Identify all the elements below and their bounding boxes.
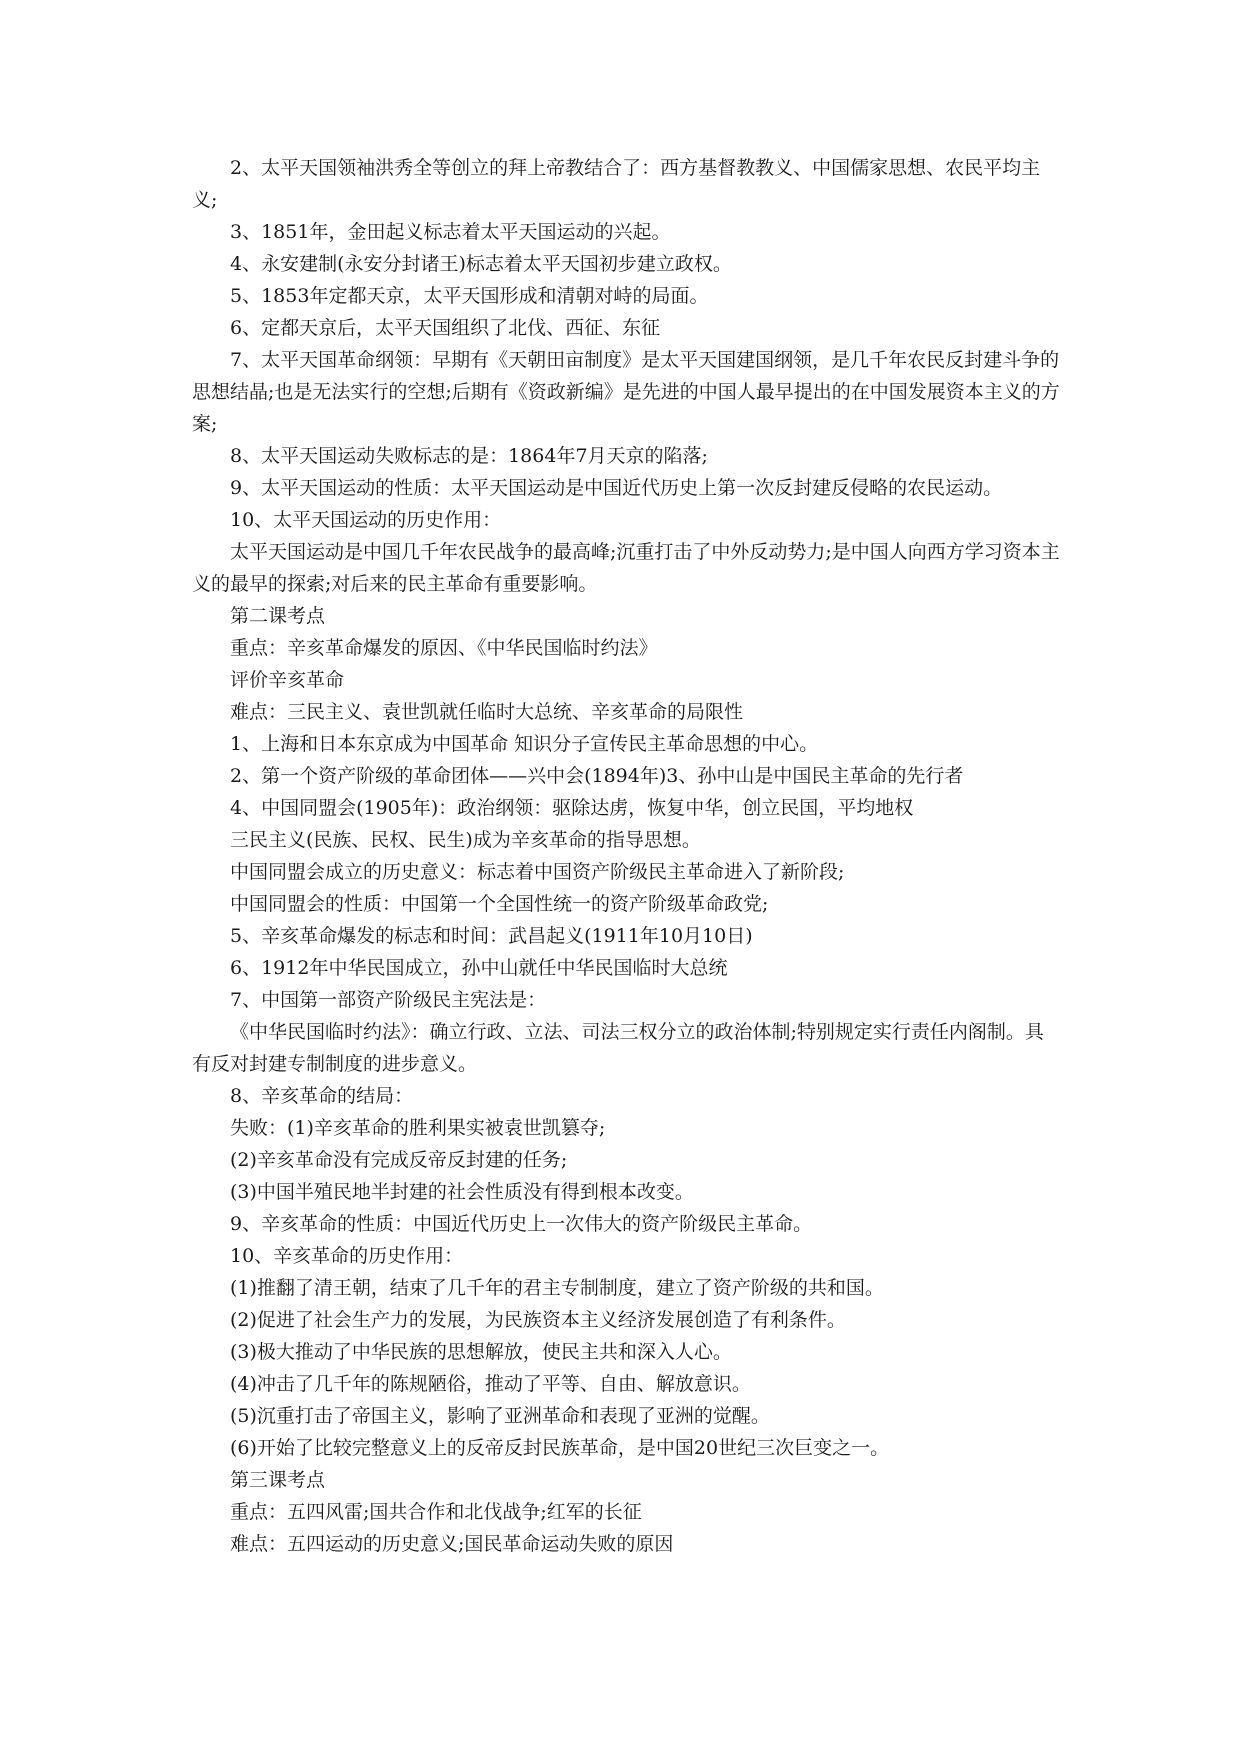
paragraph-28: (3)中国半殖民地半封建的社会性质没有得到根本改变。 <box>230 1181 694 1203</box>
paragraph-32: (2)促进了社会生产力的发展，为民族资本主义经济发展创造了有利条件。 <box>230 1309 846 1331</box>
paragraph-23: 7、中国第一部资产阶级民主宪法是： <box>230 989 547 1011</box>
paragraph-31: (1)推翻了清王朝，结束了几千年的君主专制制度，建立了资产阶级的共和国。 <box>230 1277 884 1299</box>
paragraph-13: 评价辛亥革命 <box>230 669 345 691</box>
paragraph-34: (4)冲击了几千年的陈规陋俗，推动了平等、自由、解放意识。 <box>230 1373 751 1395</box>
paragraph-25: 8、辛亥革命的结局： <box>230 1085 414 1107</box>
paragraph-1: 2、太平天国领袖洪秀全等创立的拜上帝教结合了：西方基督教教义、中国儒家思想、农民平均主义; <box>192 157 1041 211</box>
paragraph-9: 10、太平天国运动的历史作用： <box>230 509 502 531</box>
paragraph-8: 9、太平天国运动的性质：太平天国运动是中国近代历史上第一次反封建反侵略的农民运动。 <box>230 477 1003 499</box>
paragraph-3: 4、永安建制(永安分封诸王)标志着太平天国初步建立政权。 <box>230 253 732 275</box>
paragraph-18: 三民主义(民族、民权、民生)成为辛亥革命的指导思想。 <box>230 829 701 851</box>
paragraph-7: 8、太平天国运动失败标志的是：1864年7月天京的陷落; <box>230 445 708 467</box>
paragraph-2: 3、1851年，金田起义标志着太平天国运动的兴起。 <box>230 221 671 243</box>
paragraph-33: (3)极大推动了中华民族的思想解放，使民主共和深入人心。 <box>230 1341 732 1363</box>
paragraph-38: 重点：五四风雷;国共合作和北伐战争;红军的长征 <box>230 1501 642 1523</box>
paragraph-19: 中国同盟会成立的历史意义：标志着中国资产阶级民主革命进入了新阶段; <box>230 861 845 883</box>
paragraph-26: 失败：(1)辛亥革命的胜利果实被袁世凯篡夺; <box>230 1117 606 1139</box>
paragraph-12: 重点：辛亥革命爆发的原因、《中华民国临时约法》 <box>230 637 658 659</box>
paragraph-24: 《中华民国临时约法》：确立行政、立法、司法三权分立的政治体制;特别规定实行责任内阁制。具有反对封建专制制度的进步意义。 <box>192 1021 1044 1075</box>
paragraph-29: 9、辛亥革命的性质：中国近代历史上一次伟大的资产阶级民主革命。 <box>230 1213 813 1235</box>
paragraph-22: 6、1912年中华民国成立，孙中山就任中华民国临时大总统 <box>230 957 728 979</box>
paragraph-14: 难点：三民主义、袁世凯就任临时大总统、辛亥革命的局限性 <box>230 701 744 723</box>
document-body <box>192 152 1062 1560</box>
paragraph-20: 中国同盟会的性质：中国第一个全国性统一的资产阶级革命政党; <box>230 893 769 915</box>
paragraph-30: 10、辛亥革命的历史作用： <box>230 1245 464 1267</box>
paragraph-16: 2、第一个资产阶级的革命团体——兴中会(1894年)3、孙中山是中国民主革命的先行者 <box>230 765 964 787</box>
paragraph-35: (5)沉重打击了帝国主义，影响了亚洲革命和表现了亚洲的觉醒。 <box>230 1405 770 1427</box>
paragraph-15: 1、上海和日本东京成为中国革命 知识分子宣传民主革命思想的中心。 <box>230 733 819 755</box>
section-heading-lesson-3: 第三课考点 <box>230 1469 326 1491</box>
paragraph-39: 难点：五四运动的历史意义;国民革命运动失败的原因 <box>230 1533 674 1555</box>
section-heading-lesson-2: 第二课考点 <box>230 605 326 627</box>
paragraph-5: 6、定都天京后，太平天国组织了北伐、西征、东征 <box>230 317 661 339</box>
paragraph-21: 5、辛亥革命爆发的标志和时间：武昌起义(1911年10月10日) <box>230 925 753 947</box>
paragraph-10: 太平天国运动是中国几千年农民战争的最高峰;沉重打击了中外反动势力;是中国人向西方学习资本主义的最早的探索;对后来的民主革命有重要影响。 <box>192 541 1060 595</box>
paragraph-4: 5、1853年定都天京，太平天国形成和清朝对峙的局面。 <box>230 285 709 307</box>
paragraph-17: 4、中国同盟会(1905年)：政治纲领：驱除达虏，恢复中华，创立民国，平均地权 <box>230 797 914 819</box>
paragraph-6: 7、太平天国革命纲领：早期有《天朝田亩制度》是太平天国建国纲领，是几千年农民反封建斗争的思想结晶;也是无法实行的空想;后期有《资政新编》是先进的中国人最早提出的在中国发展资本主义的方案; <box>192 349 1060 435</box>
paragraph-27: (2)辛亥革命没有完成反帝反封建的任务; <box>230 1149 568 1171</box>
paragraph-36: (6)开始了比较完整意义上的反帝反封民族革命，是中国20世纪三次巨变之一。 <box>230 1437 890 1459</box>
